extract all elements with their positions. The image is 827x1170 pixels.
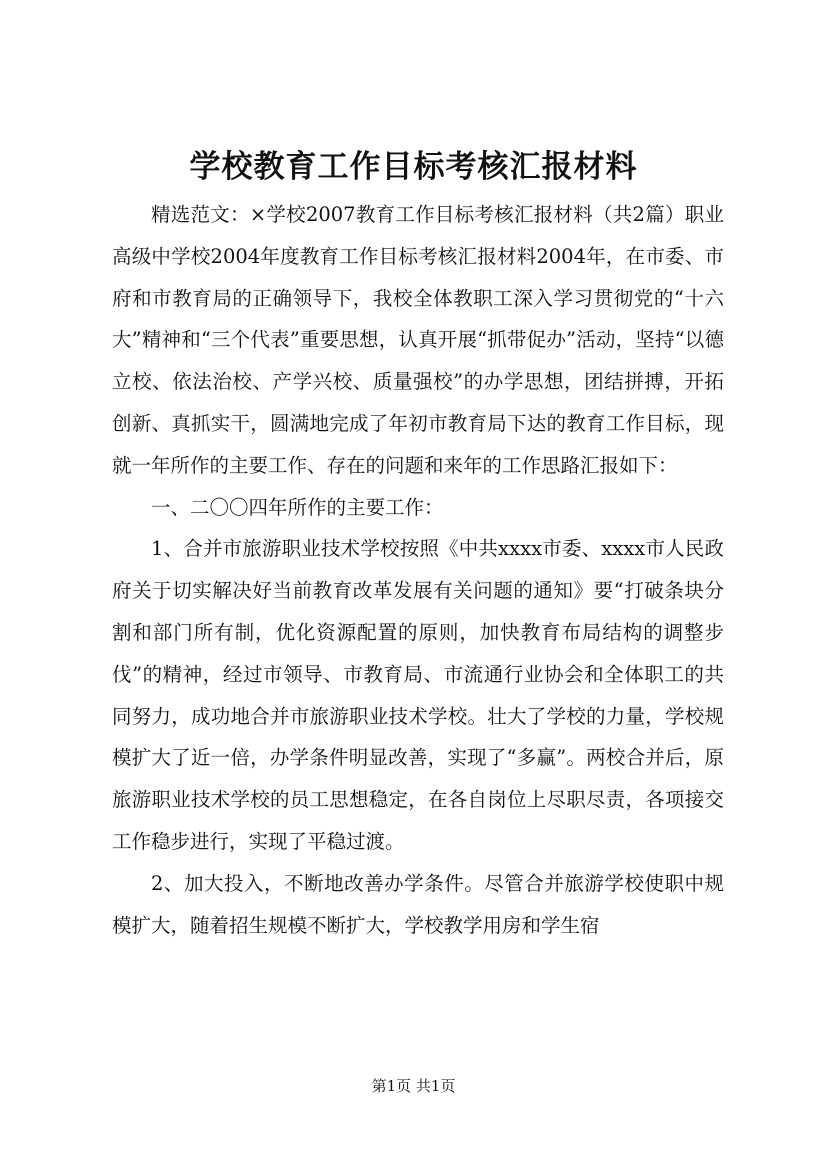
section-heading: 一、二〇〇四年所作的主要工作：: [151, 495, 444, 519]
body-paragraph-2: 2、加大投入，不断地改善办学条件。尽管合并旅游学校使职中规模扩大，随着招生规模不断扩大，学校教学用房和学生宿: [112, 871, 724, 937]
document-body: [112, 194, 724, 946]
page-footer: 第1页 共1页: [371, 1077, 456, 1095]
body-paragraph-1: 1、合并市旅游职业技术学校按照《中共xxxx市委、xxxx市人民政府关于切实解决好当前教育改革发展有关问题的通知》要“打破条块分割和部门所有制，优化资源配置的原则，加快教育布局结构的调整步伐”的精神，经过市领导、市教育局、市流通行业协会和全体职工的共同努力，成功地合并市旅游职业技术学校。壮大了学校的力量，学校规模扩大了近一倍，办学条件明显改善，实现了“多赢”。两校合并后，原旅游职业技术学校的员工思想稳定，在各自岗位上尽职尽责，各项接交工作稳步进行，实现了平稳过渡。: [112, 537, 724, 853]
document-title: 学校教育工作目标考核汇报材料: [189, 149, 638, 185]
intro-paragraph: 精选范文：×学校2007教育工作目标考核汇报材料（共2篇）职业高级中学校2004年度教育工作目标考核汇报材料2004年，在市委、市府和市教育局的正确领导下，我校全体教职工深入学习贯彻党的“十六大”精神和“三个代表”重要思想，认真开展“抓带促办”活动，坚持“以德立校、依法治校、产学兴校、质量强校”的办学思想，团结拼搏，开拓创新、真抓实干，圆满地完成了年初市教育局下达的教育工作目标，现就一年所作的主要工作、存在的问题和来年的工作思路汇报如下：: [112, 203, 724, 477]
